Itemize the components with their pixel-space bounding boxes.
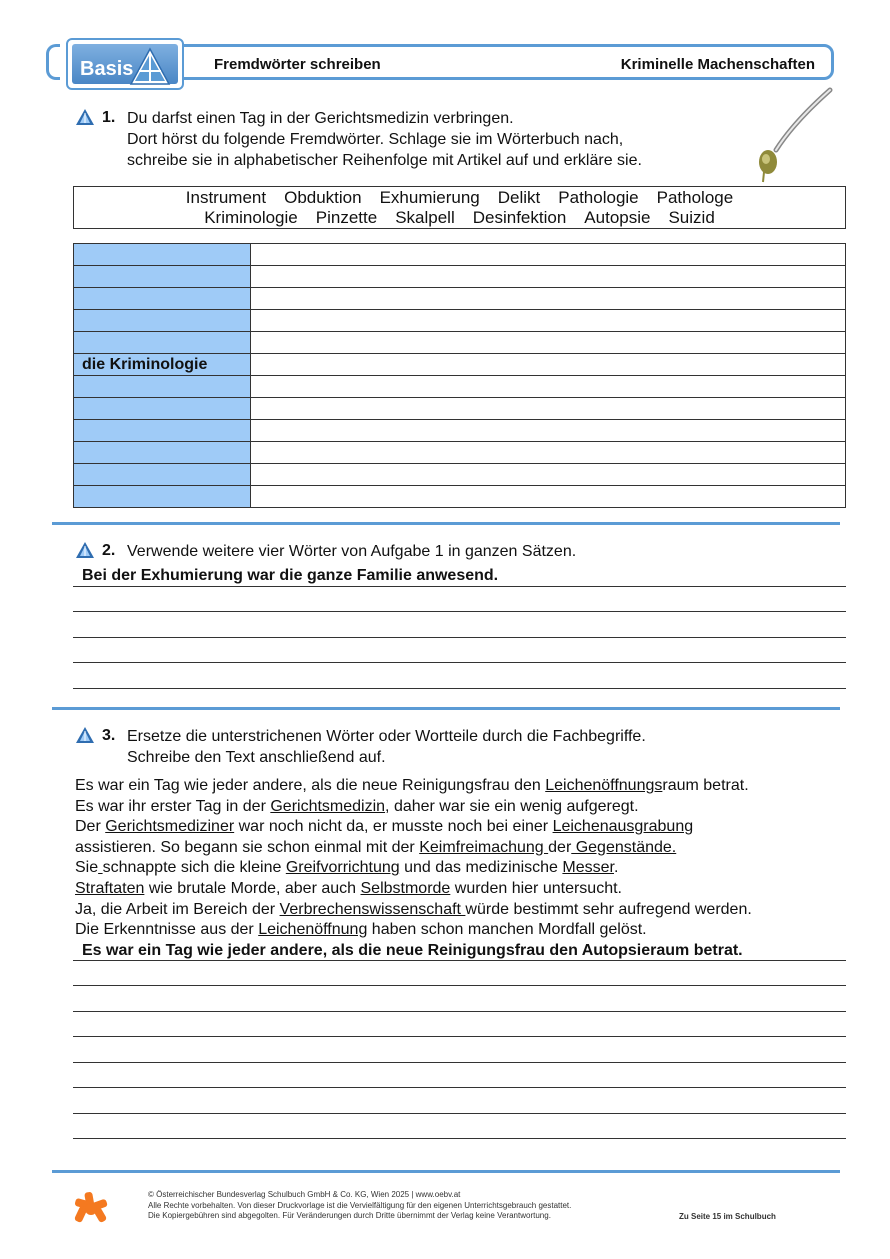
word-item: Pinzette [315, 208, 378, 227]
text-span: schnappte sich die kleine [102, 859, 286, 877]
underlined-term: Keimfreimachung [419, 838, 549, 856]
text-span: würde bestimmt sehr aufregend werden. [465, 900, 752, 918]
footer-divider [52, 1170, 840, 1173]
word-item: Autopsie [584, 208, 651, 227]
definition-cell[interactable] [251, 486, 846, 508]
pyramid-task-icon [75, 726, 95, 744]
answer-line[interactable] [73, 688, 846, 689]
word-cell[interactable] [74, 376, 251, 398]
task3-number: 3. [102, 727, 116, 744]
header-bracket-left [46, 44, 60, 80]
definition-cell[interactable] [251, 464, 846, 486]
table-row [74, 486, 846, 508]
task3-instruction [127, 726, 646, 768]
text-span: haben schon manchen Mordfall gelöst. [367, 921, 647, 939]
task3-source-text [75, 776, 855, 941]
answer-line[interactable] [73, 1036, 846, 1037]
text-span: Ja, die Arbeit im Bereich der [75, 900, 280, 918]
answer-line[interactable] [73, 985, 846, 986]
word-bank [73, 186, 846, 229]
underlined-term: Leichenausgrabung [552, 818, 694, 836]
word-bank-row [74, 188, 845, 208]
answer-line[interactable] [73, 637, 846, 638]
underlined-term: Gegenstände. [571, 838, 677, 856]
underlined-term: Straftaten [75, 879, 145, 897]
word-cell[interactable] [74, 398, 251, 420]
text-line [75, 920, 855, 941]
pyramid-logo-icon [128, 46, 172, 86]
word-cell[interactable]: die Kriminologie [74, 354, 251, 376]
answer-line[interactable] [73, 1062, 846, 1063]
text-span: . [613, 859, 619, 877]
section-divider [52, 522, 840, 525]
word-cell[interactable] [74, 310, 251, 332]
word-cell[interactable] [74, 244, 251, 266]
text-line [75, 858, 855, 879]
word-bank-row [74, 208, 845, 228]
text-line [75, 838, 855, 859]
task1-number: 1. [102, 109, 116, 126]
text-span: raum betrat. [662, 777, 749, 794]
basis-logo [66, 38, 184, 90]
text-span: und das medizinische [399, 859, 563, 877]
copyright-notice [148, 1190, 571, 1222]
table-row [74, 244, 846, 266]
underlined-term: Leichenöffnung [258, 921, 368, 939]
definition-cell[interactable] [251, 398, 846, 420]
definition-cell[interactable] [251, 332, 846, 354]
word-item: Delikt [497, 188, 541, 207]
task2-number: 2. [102, 542, 116, 559]
word-cell[interactable] [74, 266, 251, 288]
task2-instruction: Verwende weitere vier Wörter von Aufgabe 1 in ganzen Sätzen. [127, 543, 577, 560]
text-span: wie brutale Morde, aber auch [144, 879, 361, 897]
definition-cell[interactable] [251, 310, 846, 332]
word-item: Pathologe [656, 188, 734, 207]
section-divider [52, 707, 840, 710]
answer-line[interactable] [73, 586, 846, 587]
text-line [75, 879, 855, 900]
text-line [75, 797, 855, 818]
quill-pen-icon [752, 86, 834, 186]
table-row [74, 310, 846, 332]
copyright-line: Die Kopiergebühren sind abgegolten. Für Veränderungen durch Dritte übernimmt der Verlag keine Verantwortung. [148, 1211, 551, 1220]
task3-line: Schreibe den Text anschließend auf. [127, 749, 386, 766]
text-span: Sie [75, 859, 99, 877]
table-row [74, 442, 846, 464]
logo-text: Basis [80, 58, 134, 80]
table-row [74, 464, 846, 486]
copyright-line: © Österreichischer Bundesverlag Schulbuch GmbH & Co. KG, Wien 2025 | www.oebv.at [148, 1190, 461, 1199]
text-span: der [548, 838, 572, 856]
answer-line[interactable] [73, 1113, 846, 1114]
task2-example-answer: Bei der Exhumierung war die ganze Familie anwesend. [82, 567, 499, 584]
answer-line[interactable] [73, 1138, 846, 1139]
definition-cell[interactable] [251, 442, 846, 464]
underlined-term: Leichenöffnungs [545, 777, 663, 794]
text-line [75, 900, 855, 921]
text-span: Es war ihr erster Tag in der [75, 797, 271, 815]
word-cell[interactable] [74, 442, 251, 464]
text-span: , daher war sie ein wenig aufgeregt. [385, 797, 639, 815]
word-cell[interactable] [74, 486, 251, 508]
copyright-line: Alle Rechte vorbehalten. Von dieser Druckvorlage ist die Vervielfältigung für den eigenen Unterrichtsgebrauch gestattet. [148, 1200, 572, 1210]
word-cell[interactable] [74, 288, 251, 310]
answer-line[interactable] [73, 960, 846, 961]
definition-cell[interactable] [251, 266, 846, 288]
task3-example-answer: Es war ein Tag wie jeder andere, als die neue Reinigungsfrau den Autopsieraum betrat. [82, 942, 743, 959]
underlined-term: Gerichtsmediziner [105, 818, 235, 836]
pyramid-task-icon [75, 541, 95, 559]
word-item: Skalpell [395, 208, 455, 227]
word-item: Exhumierung [379, 188, 480, 207]
text-span: Die Erkenntnisse aus der [75, 921, 259, 939]
underlined-term: Verbrechenswissenschaft [279, 900, 466, 918]
text-line [75, 776, 855, 797]
word-cell[interactable] [74, 464, 251, 486]
answer-line[interactable] [73, 611, 846, 612]
table-row [74, 354, 846, 376]
answer-line[interactable] [73, 662, 846, 663]
underlined-term: Gerichtsmedizin [270, 797, 386, 815]
table-row [74, 332, 846, 354]
table-row [74, 376, 846, 398]
task3-line: Ersetze die unterstrichenen Wörter oder Wortteile durch die Fachbegriffe. [127, 728, 646, 745]
pyramid-task-icon [75, 108, 95, 126]
definition-cell[interactable] [251, 354, 846, 376]
word-cell[interactable] [74, 332, 251, 354]
definition-cell[interactable] [251, 288, 846, 310]
table-row [74, 398, 846, 420]
word-cell[interactable] [74, 420, 251, 442]
text-line [75, 817, 855, 838]
word-item: Suizid [668, 208, 715, 227]
text-span: war noch nicht da, er musste noch bei einer [234, 818, 553, 836]
word-item: Desinfektion [472, 208, 567, 227]
publisher-logo-icon [72, 1190, 110, 1228]
text-span: Der [75, 818, 106, 836]
worksheet-title: Fremdwörter schreiben [214, 56, 381, 73]
table-row [74, 420, 846, 442]
task1-line: schreibe sie in alphabetischer Reihenfolge mit Artikel auf und erkläre sie. [127, 152, 642, 169]
answer-line[interactable] [73, 1087, 846, 1088]
task1-instruction [127, 108, 642, 171]
task1-line: Dort hörst du folgende Fremdwörter. Schlage sie im Wörterbuch nach, [127, 131, 624, 148]
table-row [74, 288, 846, 310]
word-item: Instrument [185, 188, 267, 207]
text-span: Es war ein Tag wie jeder andere, als die neue Reinigungsfrau den [75, 777, 546, 794]
definition-cell[interactable] [251, 244, 846, 266]
text-span: wurden hier untersucht. [450, 879, 622, 897]
word-item: Kriminologie [204, 208, 298, 227]
definition-cell[interactable] [251, 376, 846, 398]
underlined-term: Selbstmorde [360, 879, 451, 897]
definition-cell[interactable] [251, 420, 846, 442]
textbook-reference: Zu Seite 15 im Schulbuch [679, 1212, 776, 1221]
word-item: Pathologie [558, 188, 639, 207]
text-span: assistieren. So begann sie schon einmal mit der [75, 838, 420, 856]
underlined-term: Greifvorrichtung [285, 859, 400, 877]
task1-line: Du darfst einen Tag in der Gerichtsmedizin verbringen. [127, 110, 514, 127]
answer-line[interactable] [73, 1011, 846, 1012]
table-row [74, 266, 846, 288]
underlined-term: Messer [562, 859, 614, 877]
vocab-table [73, 243, 846, 508]
word-item: Obduktion [284, 188, 362, 207]
worksheet-topic: Kriminelle Machenschaften [620, 56, 815, 73]
